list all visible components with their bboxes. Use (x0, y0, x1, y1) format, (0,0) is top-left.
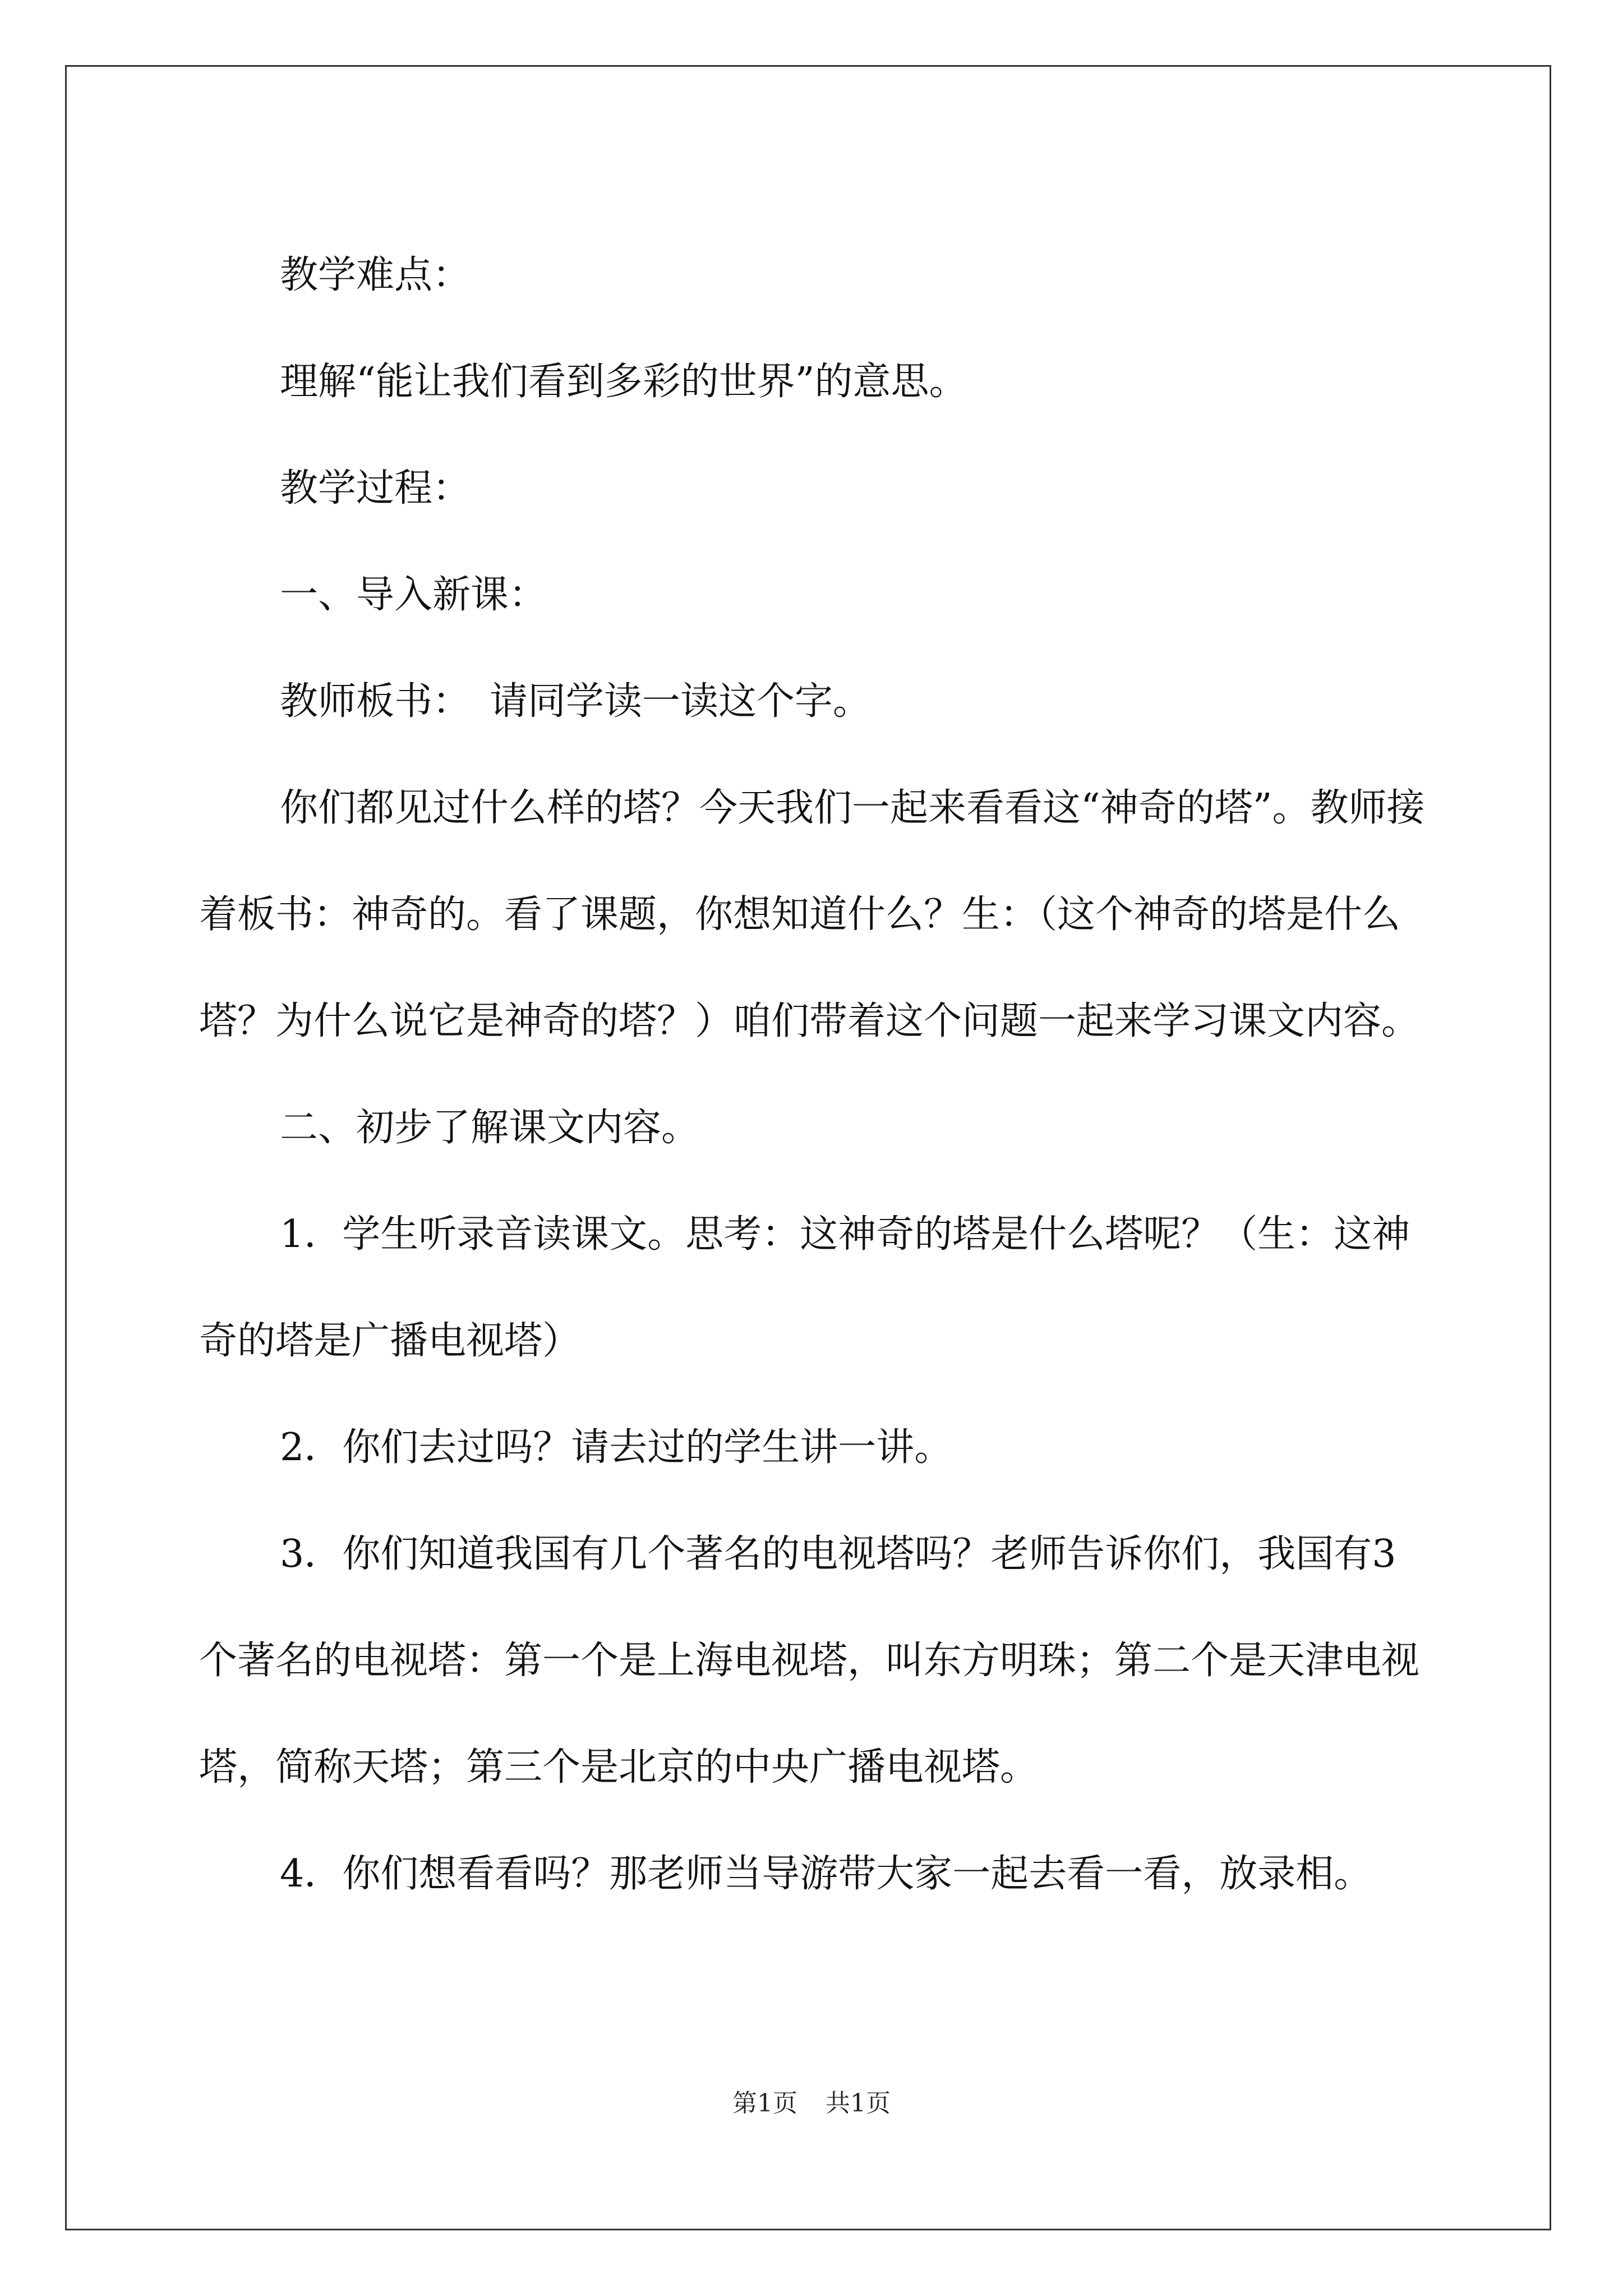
page-number-current: 第1页 (732, 2089, 797, 2118)
page-footer (0, 2087, 1623, 2120)
paragraph-introduction: 你们都见过什么样的塔？今天我们一起来看看这“神奇的塔”。教师接着板书：神奇的。看了课题，你想知道什么？生：（这个神奇的塔是什么塔？为什么说它是神奇的塔？）咱们带着这个问题一起来学习课文内容。 (199, 786, 1425, 1043)
paragraph-section-two-heading: 二、初步了解课文内容。 (280, 1106, 700, 1150)
document-body (199, 222, 1427, 1927)
paragraph-teaching-difficulty: 理解“能让我们看到多彩的世界”的意思。 (280, 360, 967, 404)
page-number-total: 共1页 (826, 2089, 891, 2118)
paragraph-section-one-heading: 一、导入新课： (280, 573, 547, 617)
paragraph-step-1: 1．学生听录音读课文。思考：这神奇的塔是什么塔呢？（生：这神奇的塔是广播电视塔） (199, 1212, 1410, 1363)
paragraph-board-writing: 教师板书： 请同学读一读这个字。 (280, 679, 872, 724)
paragraph-teaching-process-heading: 教学过程： (280, 466, 471, 510)
paragraph-step-3: 3．你们知道我国有几个著名的电视塔吗？老师告诉你们，我国有3个著名的电视塔：第一个是上海电视塔，叫东方明珠；第二个是天津电视塔，简称天塔；第三个是北京的中央广播电视塔。 (199, 1532, 1420, 1789)
paragraph-step-4: 4．你们想看看吗？那老师当导游带大家一起去看一看，放录相。 (280, 1852, 1372, 1896)
paragraph-step-2: 2．你们去过吗？请去过的学生讲一讲。 (280, 1425, 953, 1470)
paragraph-teaching-difficulty-heading: 教学难点： (280, 253, 471, 297)
